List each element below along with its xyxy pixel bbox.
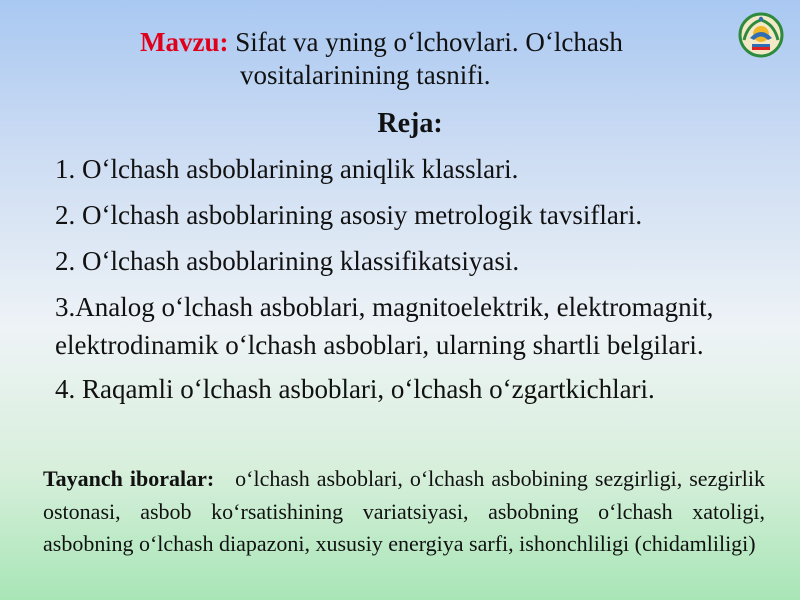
slide-title bbox=[140, 26, 740, 92]
plan-item-1: 1. O‘lchash asboblarining aniqlik klasslari. bbox=[55, 154, 519, 184]
plan-heading: Reja: bbox=[377, 108, 443, 139]
title-line-1: Sifat va yning o‘lchovlari. O‘lchash bbox=[235, 27, 623, 57]
plan-item-5: 4. Raqamli o‘lchash asboblari, o‘lchash o‘zgartkichlari. bbox=[55, 374, 655, 404]
plan-item-4: 3.Analog o‘lchash asboblari, magnitoelektrik, elektromagnit, elektrodinamik o‘lchash asboblari, ularning shartli belgilari. bbox=[55, 292, 714, 360]
plan-list bbox=[55, 150, 775, 416]
keywords-paragraph bbox=[43, 463, 765, 561]
keywords-text: o‘lchash asboblari, o‘lchash asbobining sezgirligi, sezgirlik ostonasi, asbob ko‘rsatishining variatsiyasi, asbobning o‘lchash xatoligi, asbobning o‘lchash diapazoni, xususiy energiya sarfi, ishonchliligi (chidamliligi) bbox=[43, 466, 765, 556]
title-line-2: vositalarinining tasnifi. bbox=[240, 60, 491, 90]
keywords-label: Tayanch iboralar: bbox=[43, 466, 215, 491]
title-label: Mavzu: bbox=[140, 27, 229, 57]
plan-item-3: 2. O‘lchash asboblarining klassifikatsiyasi. bbox=[55, 246, 520, 276]
plan-item-2: 2. O‘lchash asboblarining asosiy metrologik tavsiflari. bbox=[55, 200, 643, 230]
uzbekistan-emblem-icon bbox=[738, 12, 784, 58]
